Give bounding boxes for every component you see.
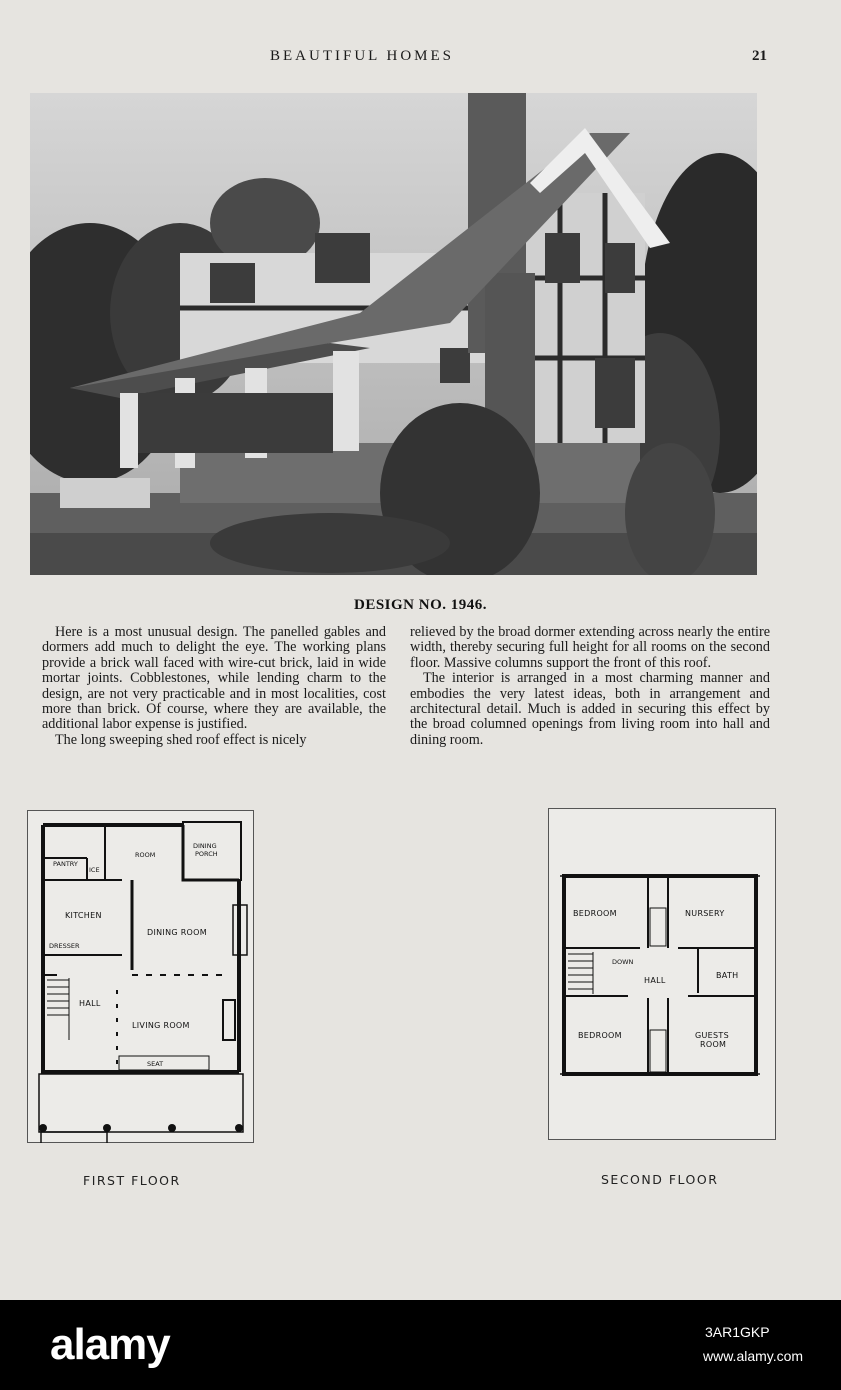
text-column-left [42,625,386,748]
room-label-seat: SEAT [147,1060,164,1068]
room-label-ice: ICE [89,866,100,874]
first-floor-plan-drawing [27,810,254,1143]
room-label-dining-porch-1: DINING [193,842,217,850]
first-floor-plan [27,810,254,1143]
room-label-bath: BATH [716,971,739,980]
room-label-hall: HALL [644,976,666,985]
second-floor-plan [548,808,776,1140]
page-number: 21 [752,48,767,64]
first-floor-label: FIRST FLOOR [83,1173,181,1188]
paragraph: relieved by the broad dormer extending across nearly the entire width, thereby securing full height for all rooms on the second floor. Massive columns support the front of this roof. [410,624,770,671]
room-label-nursery: NURSERY [685,909,725,918]
second-floor-label: SECOND FLOOR [601,1172,719,1187]
room-label-bedroom-1: BEDROOM [573,909,617,918]
room-label-guests-2: ROOM [700,1040,727,1049]
paragraph: The interior is arranged in a most charming manner and embodies the very latest ideas, both in arrangement and architectural detail. Much is added in securing this effect by the broad columned openings from living room into hall and dining room. [410,670,770,748]
room-label-down: DOWN [612,958,634,966]
house-photo [30,93,757,575]
text-column-right [410,625,770,748]
room-label-guests-1: GUESTS [695,1031,729,1040]
room-label-kitchen: KITCHEN [65,911,102,920]
room-label-bedroom-2: BEDROOM [578,1031,622,1040]
room-label-hall: HALL [79,999,101,1008]
room-label-back-room: ROOM [135,851,156,859]
paragraph: Here is a most unusual design. The panelled gables and dormers add much to delight the eye. The working plans provide a brick wall faced with wire-cut brick, laid in wide mortar joints. Cobblestones, while lending charm to the design, are not very practicable and in most localities, cost more than brick. Of course, where they are available, the additional labor expense is justified. [42,624,386,733]
watermark-footer [0,1300,841,1390]
paragraph: The long sweeping shed roof effect is nicely [55,731,307,748]
design-title: DESIGN NO. 1946. [353,597,488,613]
room-label-dining-room: DINING ROOM [147,928,207,937]
room-label-pantry: PANTRY [53,860,78,868]
room-label-dining-porch-2: PORCH [195,850,218,858]
alamy-logo: alamy [50,1320,170,1369]
image-id: 3AR1GKP [705,1324,770,1340]
room-label-dresser: DRESSER [49,942,80,950]
running-title: BEAUTIFUL HOMES [270,48,455,64]
room-label-living-room: LIVING ROOM [132,1021,190,1030]
second-floor-plan-drawing [548,808,776,1140]
site-url: www.alamy.com [703,1348,804,1364]
house-photo-icon [30,93,757,575]
